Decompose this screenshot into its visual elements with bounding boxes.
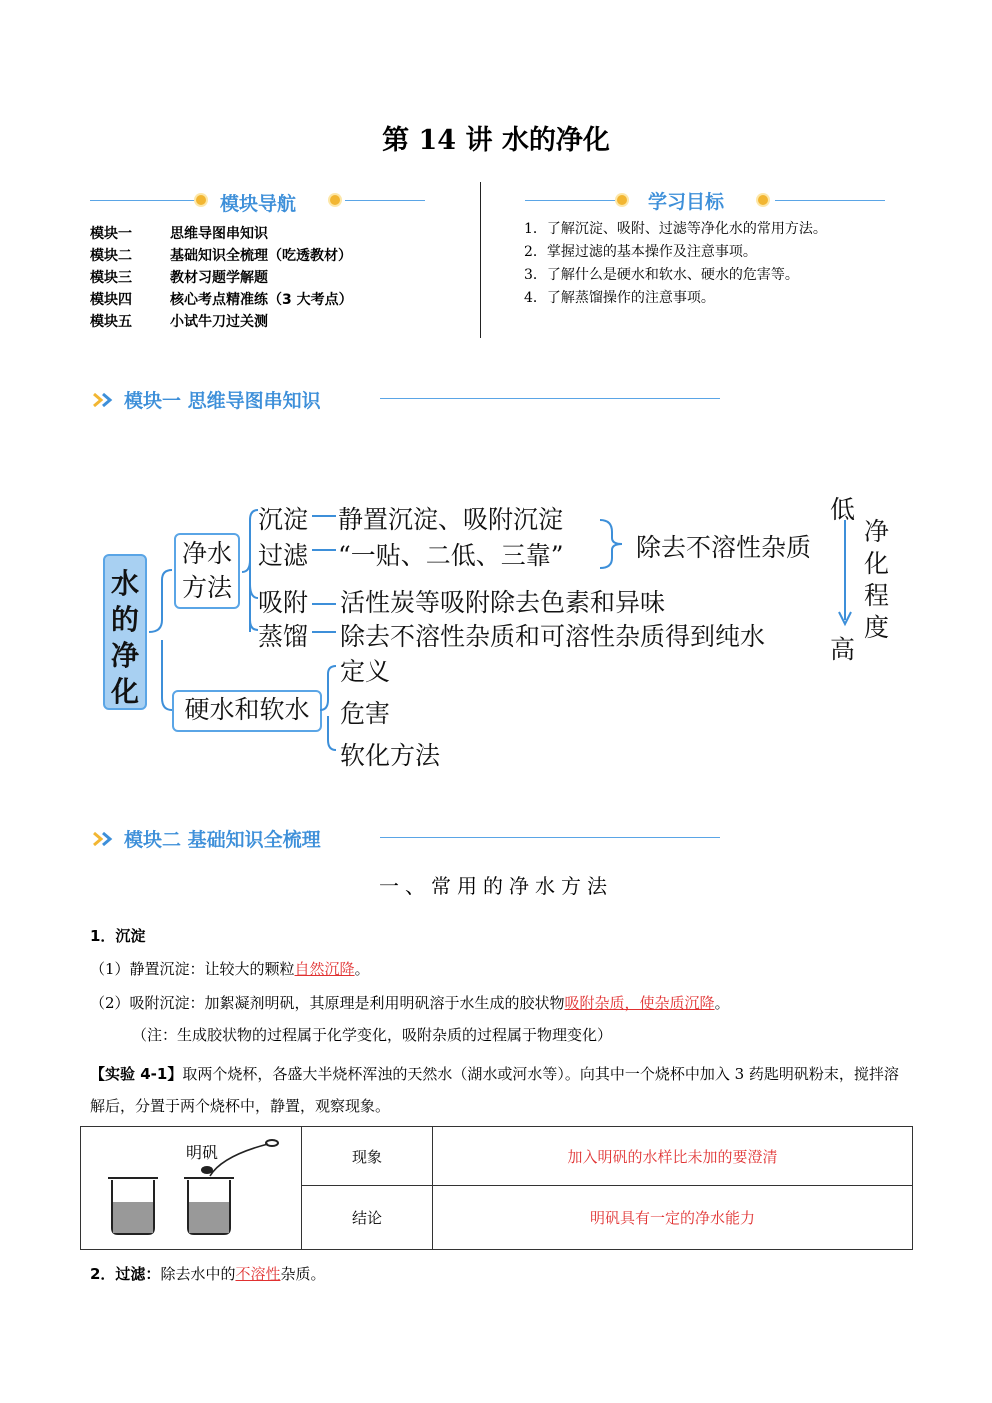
goals-header-line-right [775,200,885,201]
experiment-table [80,1126,913,1250]
method-name-filter: 过滤 [258,541,309,570]
nav-header-line-left [90,200,200,201]
goal-item-3: 3．了解什么是硬水和软水、硬水的危害等。 [524,267,799,283]
column-divider [480,182,481,338]
double-chevron-icon [92,390,118,410]
goal-item-2: 2．掌握过滤的基本操作及注意事项。 [524,244,757,260]
module2-header: 模块二 基础知识全梳理 [124,829,321,851]
hard-item-definition: 定义 [340,657,391,686]
method-desc-distill: 除去不溶性杂质和可溶性杂质得到纯水 [340,622,766,651]
row-label-phenomenon: 现象 [302,1127,433,1186]
page-title: 第 14 讲 水的净化 [382,125,610,156]
scale-high: 高 [830,635,856,664]
answer-blank: 自然沉降 [294,960,355,978]
mind-map [0,480,992,780]
alum-label: 明矾 [186,1143,219,1162]
nav-list [90,223,353,333]
beaker-icon [82,1128,300,1248]
module1-header-line [380,398,720,399]
answer-blank: 不溶性 [235,1265,281,1283]
para-filter: 2．过滤：除去水中的不溶性杂质。 [90,1265,326,1283]
goals-header-line-left [525,200,615,201]
row-value-phenomenon: 加入明矾的水样比未加的要澄清 [433,1127,913,1186]
mindmap-root: 水的净化 [103,554,147,710]
method-desc-filter: “一贴、二低、三靠” [338,541,564,570]
experiment-text: 【实验 4-1】取两个烧杯，各盛大半烧杯浑浊的天然水（湖水或河水等）。向其中一个烧杯中加入 3 药匙明矾粉末，搅拌溶解后，分置于两个烧杯中，静置，观察现象。 [90,1065,899,1115]
para-adsorb-sediment: （2）吸附沉淀：加絮凝剂明矾，其原理是利用明矾溶于水生成的胶状物吸附杂质，使杂质沉降。 [90,994,730,1012]
method-name-adsorb: 吸附 [258,588,309,617]
goals-header-dot-left [617,195,627,205]
goal-item-4: 4．了解蒸馏操作的注意事项。 [524,290,715,306]
subsection-sediment: 1．沉淀 [90,927,146,945]
section-title: 一、常用的净水方法 [379,874,613,898]
goals-header: 学习目标 [648,191,725,213]
method-name-sediment: 沉淀 [258,505,309,534]
row-value-conclusion: 明矾具有一定的净水能力 [433,1186,913,1250]
nav-item-5[interactable]: 模块五 小试牛刀过关测 [90,314,268,330]
mindmap-branch-methods: 净水方法 [174,533,240,609]
nav-item-4[interactable]: 模块四 核心考点精准练（3 大考点） [90,292,353,308]
nav-header-line-right [345,200,425,201]
nav-item-1[interactable]: 模块一 思维导图串知识 [90,226,268,242]
goals-header-dot-right [758,195,768,205]
mindmap-branch-hard-water: 硬水和软水 [172,690,322,732]
nav-item-3[interactable]: 模块三 教材习题学解题 [90,270,268,286]
answer-blank: 吸附杂质，使杂质沉降 [564,994,715,1012]
table-row [81,1127,913,1186]
goals-list [524,218,827,310]
hard-item-softening: 软化方法 [340,741,441,770]
experiment-illustration [81,1127,302,1250]
scale-low: 低 [830,495,856,524]
nav-item-2[interactable]: 模块二 基础知识全梳理（吃透教材） [90,248,352,264]
module2-header-line [380,837,720,838]
alum-spoon [201,1166,213,1174]
goal-item-1: 1．了解沉淀、吸附、过滤等净化水的常用方法。 [524,221,827,237]
hard-item-harm: 危害 [340,699,391,728]
scale-label: 净化程度 [864,517,890,642]
method-name-distill: 蒸馏 [258,622,309,651]
row-label-conclusion: 结论 [302,1186,433,1250]
double-chevron-icon [92,829,118,849]
method-desc-sediment: 静置沉淀、吸附沉淀 [338,505,564,534]
nav-header-dot-right [330,195,340,205]
para-note: （注：生成胶状物的过程属于化学变化，吸附杂质的过程属于物理变化） [132,1026,613,1044]
module1-header: 模块一 思维导图串知识 [124,390,321,412]
nav-header-dot-left [196,195,206,205]
method-desc-adsorb: 活性炭等吸附除去色素和异味 [340,588,666,617]
group-note: 除去不溶性杂质 [636,533,812,562]
para-static-sediment: （1）静置沉淀：让较大的颗粒自然沉降。 [90,960,370,978]
nav-header: 模块导航 [220,193,297,215]
